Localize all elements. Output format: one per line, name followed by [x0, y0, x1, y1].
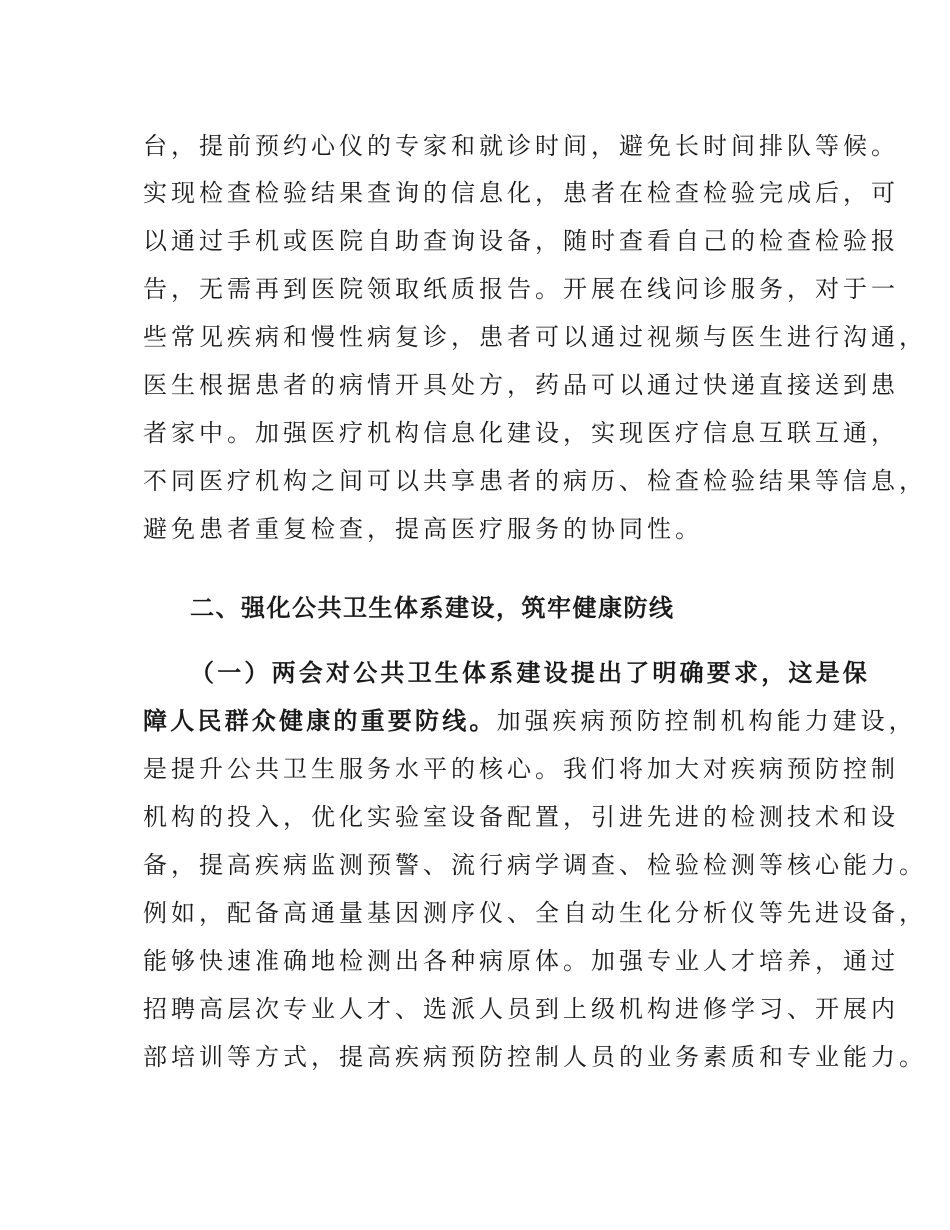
paragraph-line: 是提升公共卫生服务水平的核心。我们将加大对疾病预防控制: [143, 755, 899, 783]
paragraph-line: 实现检查检验结果查询的信息化，患者在检查检验完成后，可: [143, 179, 899, 207]
bold-lead-text: 障人民群众健康的重要防线。: [143, 707, 497, 735]
section-heading: 二、强化公共卫生体系建设，筑牢健康防线: [190, 594, 675, 622]
paragraph-line: 告，无需再到医院领取纸质报告。开展在线问诊服务，对于一: [143, 275, 899, 303]
paragraph-line: 不同医疗机构之间可以共享患者的病历、检查检验结果等信息，: [143, 467, 927, 495]
paragraph-line: [190, 658, 870, 688]
paragraph-line: 能够快速准确地检测出各种病原体。加强专业人才培养，通过: [143, 947, 899, 975]
paragraph-line: 例如，配备高通量基因测序仪、全自动生化分析仪等先进设备，: [143, 899, 927, 927]
paragraph-line: 者家中。加强医疗机构信息化建设，实现医疗信息互联互通，: [143, 419, 899, 447]
paragraph-line: 部培训等方式，提高疾病预防控制人员的业务素质和专业能力。: [143, 1043, 927, 1071]
paragraph-text: 加强疾病预防控制机构能力建设，: [496, 707, 917, 735]
paragraph-line: 些常见疾病和慢性病复诊，患者可以通过视频与医生进行沟通，: [143, 323, 927, 351]
paragraph-line: 台，提前预约心仪的专家和就诊时间，避免长时间排队等候。: [143, 132, 899, 160]
paragraph-line: 避免患者重复检查，提高医疗服务的协同性。: [143, 515, 703, 543]
paragraph-line: 医生根据患者的病情开具处方，药品可以通过快递直接送到患: [143, 371, 899, 399]
paragraph-line: 招聘高层次专业人才、选派人员到上级机构进修学习、开展内: [143, 995, 899, 1023]
paragraph-line: 备，提高疾病监测预警、流行病学调查、检验检测等核心能力。: [143, 851, 927, 879]
paragraph-line: 以通过手机或医院自助查询设备，随时查看自己的检查检验报: [143, 227, 899, 255]
paragraph-line: 机构的投入，优化实验室设备配置，引进先进的检测技术和设: [143, 803, 899, 831]
bold-lead-text: （一）两会对公共卫生体系建设提出了明确要求，这是保: [190, 659, 870, 687]
paragraph-line: [143, 706, 917, 736]
